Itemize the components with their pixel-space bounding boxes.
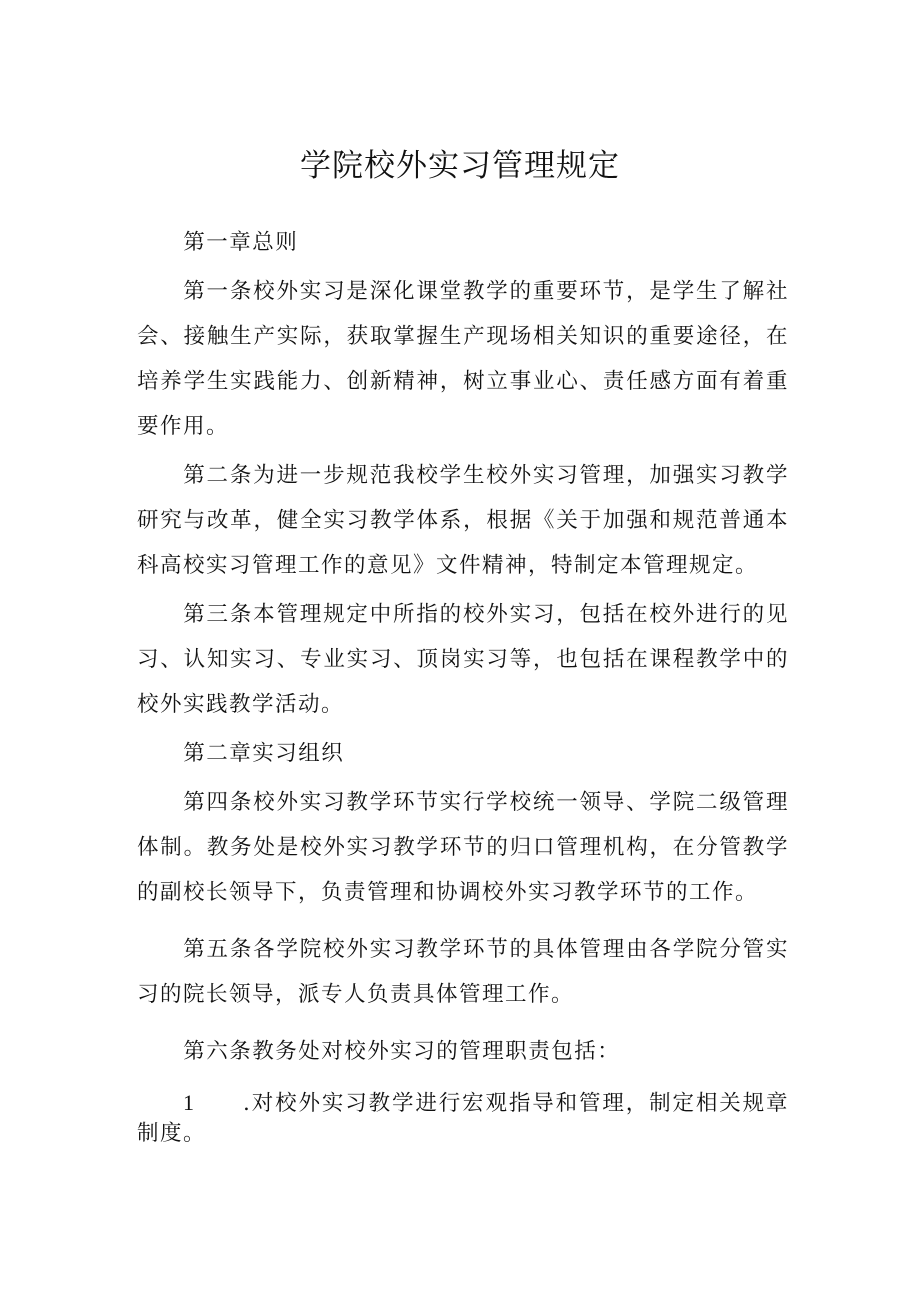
document-body bbox=[137, 220, 789, 1149]
list-item bbox=[137, 1088, 789, 1149]
article-paragraph: 第二条为进一步规范我校学生校外实习管理，加强实习教学研究与改革，健全实习教学体系，根据《关于加强和规范普通本科高校实习管理工作的意见》文件精神，特制定本管理规定。 bbox=[137, 463, 789, 578]
list-item-number: 1 bbox=[183, 1090, 196, 1115]
article-paragraph: 第六条教务处对校外实习的管理职责包括： bbox=[183, 1039, 621, 1064]
list-item-text: .对校外实习教学进行宏观指导和管理，制定相关规章制度。 bbox=[137, 1091, 789, 1146]
article-paragraph: 第四条校外实习教学环节实行学校统一领导、学院二级管理体制。教务处是校外实习教学环节的归口管理机构，在分管教学的副校长领导下，负责管理和协调校外实习教学环节的工作。 bbox=[137, 790, 789, 905]
chapter-heading: 第二章实习组织 bbox=[183, 741, 345, 766]
article-paragraph: 第一条校外实习是深化课堂教学的重要环节，是学生了解社会、接触生产实际，获取掌握生产现场相关知识的重要途径，在培养学生实践能力、创新精神，树立事业心、责任感方面有着重要作用。 bbox=[137, 279, 789, 439]
chapter-heading: 第一章总则 bbox=[183, 230, 299, 255]
document-title: 学院校外实习管理规定 bbox=[300, 148, 620, 184]
article-paragraph: 第五条各学院校外实习教学环节的具体管理由各学院分管实习的院长领导，派专人负责具体管理工作。 bbox=[137, 937, 789, 1007]
article-paragraph: 第三条本管理规定中所指的校外实习，包括在校外进行的见习、认知实习、专业实习、顶岗实习等，也包括在课程教学中的校外实践教学活动。 bbox=[137, 602, 789, 717]
